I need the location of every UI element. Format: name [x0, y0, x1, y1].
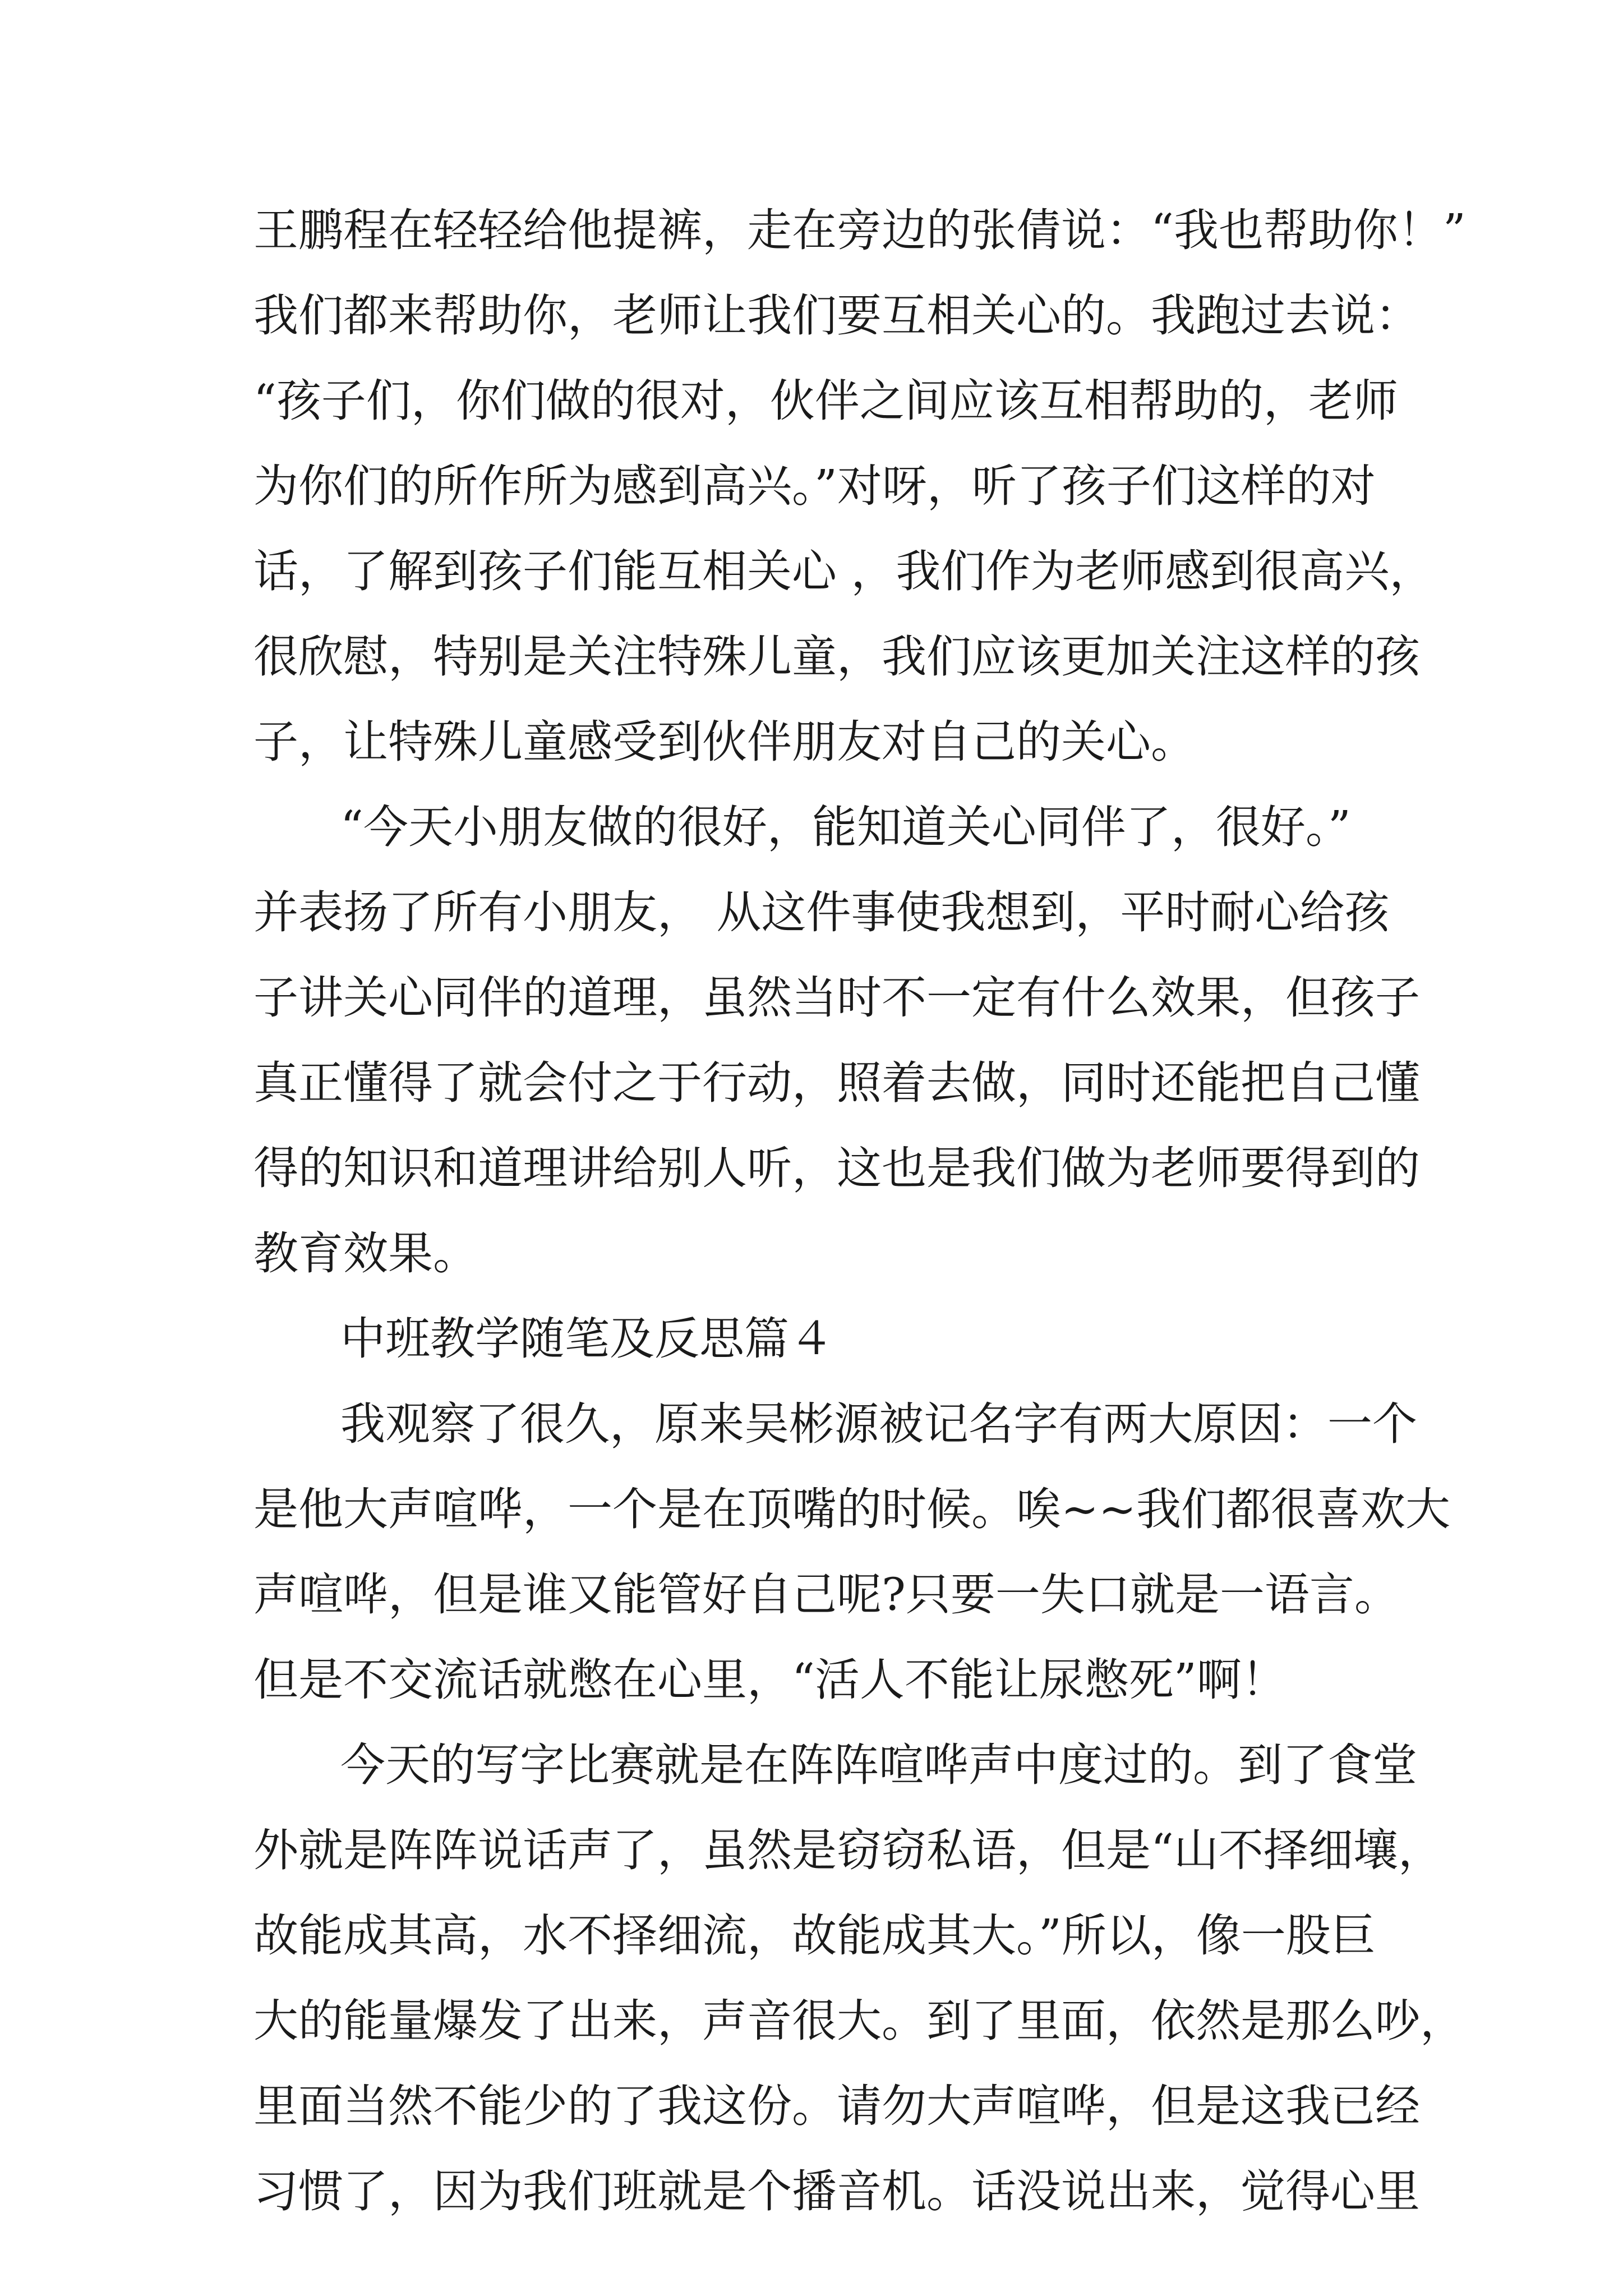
text-line: 为你们的所作所为感到高兴。”对呀，听了孩子们这样的对	[253, 460, 1376, 512]
text-line: 王鹏程在轻轻给他提裤，走在旁边的张倩说：“我也帮助你！”	[253, 204, 1466, 256]
text-line: 子，让特殊儿童感受到伙伴朋友对自己的关心。	[253, 716, 1196, 768]
text-line: 声喧哗，但是谁又能管好自己呢?只要一失口就是一语言。	[253, 1568, 1399, 1621]
text-line: 故能成其高，水不择细流，故能成其大。”所以，像一股巨	[253, 1910, 1376, 1962]
text-line: 话，了解到孩子们能互相关心 ，我们作为老师感到很高兴，	[253, 545, 1435, 597]
section-heading: 中班教学随笔及反思篇４	[340, 1313, 834, 1365]
text-line: 但是不交流话就憋在心里，“活人不能让尿憋死”啊！	[253, 1654, 1287, 1706]
text-line: 教育效果。	[253, 1227, 478, 1280]
paragraph-first-line: “今天小朋友做的很好，能知道关心同伴了，很好。”	[340, 801, 1351, 853]
document-body	[253, 188, 1466, 2234]
text-line: 习惯了，因为我们班就是个播音机。话没说出来，觉得心里	[253, 2165, 1420, 2217]
text-line: 并表扬了所有小朋友， 从这件事使我想到，平时耐心给孩	[253, 886, 1390, 938]
text-line: 子讲关心同伴的道理，虽然当时不一定有什么效果，但孩子	[253, 972, 1420, 1024]
text-line: 很欣慰，特别是关注特殊儿童，我们应该更加关注这样的孩	[253, 631, 1420, 683]
text-line: “孩子们，你们做的很对，伙伴之间应该互相帮助的，老师	[253, 375, 1398, 427]
text-line: 我们都来帮助你，老师让我们要互相关心的。我跑过去说：	[253, 289, 1420, 342]
text-line: 得的知识和道理讲给别人听，这也是我们做为老师要得到的	[253, 1142, 1420, 1194]
text-line: 是他大声喧哗，一个是在顶嘴的时候。唉~~我们都很喜欢大	[253, 1483, 1451, 1535]
text-line: 里面当然不能少的了我这份。请勿大声喧哗，但是这我已经	[253, 2080, 1420, 2132]
text-line: 真正懂得了就会付之于行动，照着去做，同时还能把自己懂	[253, 1057, 1420, 1109]
paragraph-first-line: 我观察了很久，原来吴彬源被记名字有两大原因：一个	[340, 1398, 1417, 1450]
text-line: 大的能量爆发了出来，声音很大。到了里面，依然是那么吵，	[253, 1995, 1465, 2047]
text-line: 外就是阵阵说话声了，虽然是窃窃私语，但是“山不择细壤，	[253, 1824, 1443, 1876]
paragraph-first-line: 今天的写字比赛就是在阵阵喧哗声中度过的。到了食堂	[340, 1739, 1417, 1791]
